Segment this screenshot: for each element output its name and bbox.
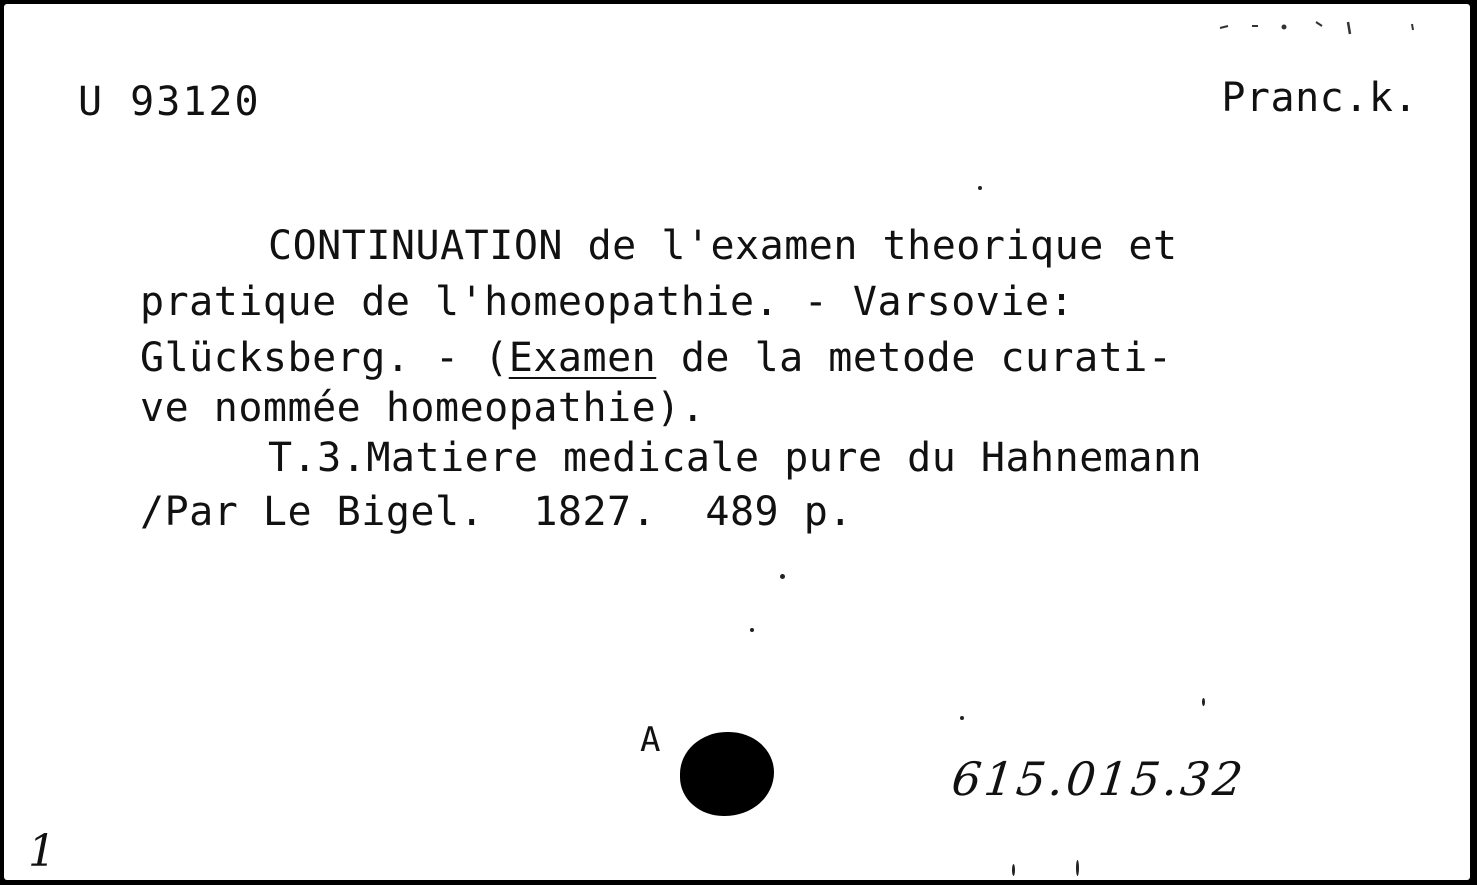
entry-line-3-end: de la metode curati-: [656, 335, 1173, 381]
entry-line-2: pratique de l'homeopathie. - Varsovie:: [140, 279, 1075, 325]
entry-line-3: [140, 334, 1172, 382]
ink-speck: [960, 716, 964, 720]
entry-line-3-start: Glücksberg. - (: [140, 335, 509, 381]
entry-line-5: T.3.Matiere medicale pure du Hahnemann: [268, 435, 1203, 481]
ink-speck: [750, 628, 754, 632]
series-title: Examen: [508, 335, 657, 381]
ink-speck: [1202, 698, 1205, 706]
classification-number: 615.015.32: [949, 752, 1249, 806]
call-number: U 93120: [78, 79, 261, 125]
entry-line-1: CONTINUATION de l'examen theorique et: [268, 223, 1178, 269]
ink-speck: [1012, 864, 1015, 876]
entry-line-4: ve nommée homeopathie).: [140, 385, 706, 431]
ink-stamp-dot: [680, 732, 774, 816]
stamp-letter: A: [640, 720, 661, 760]
ink-speck: [1076, 860, 1079, 876]
catalog-card: [4, 4, 1470, 880]
ink-speck: [978, 186, 982, 190]
location-code: Pranc.k.: [1221, 75, 1418, 121]
pencil-marks: [1212, 10, 1432, 40]
ink-speck: [780, 574, 785, 579]
entry-line-6: /Par Le Bigel. 1827. 489 p.: [140, 489, 853, 535]
card-number: 1: [28, 826, 56, 877]
